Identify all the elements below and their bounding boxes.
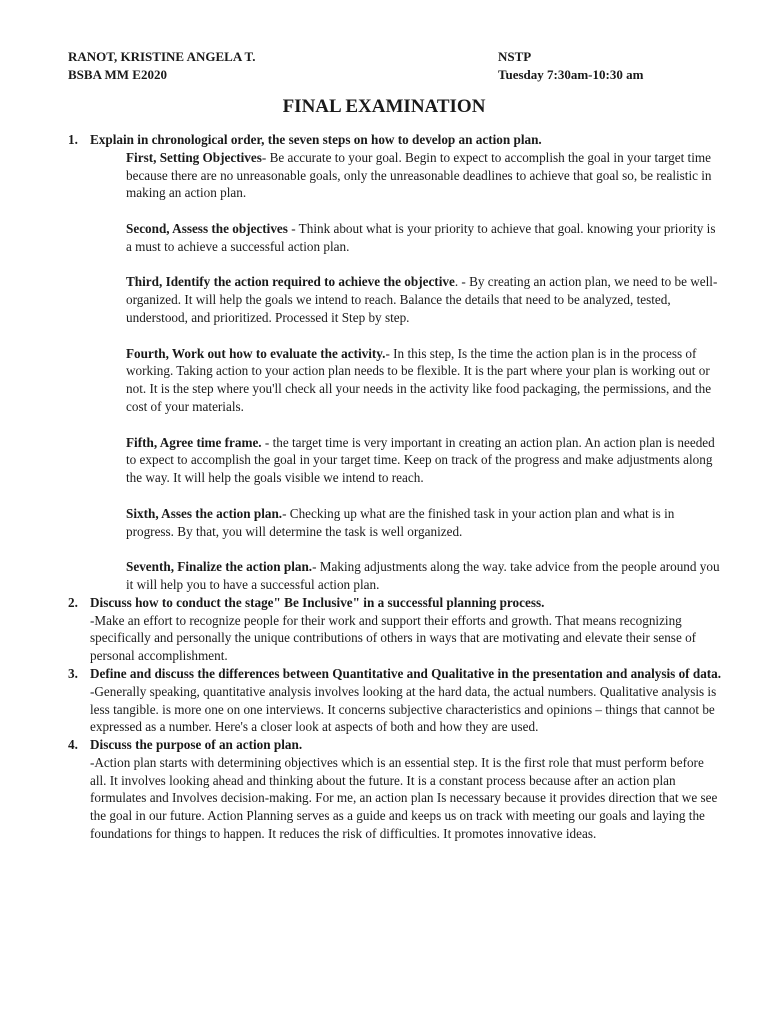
question-text: Explain in chronological order, the seven steps on how to develop an action plan. — [90, 132, 542, 147]
student-program: BSBA MM E2020 — [68, 67, 167, 82]
question-3 — [0, 665, 768, 736]
step-label: Second, Assess the objectives — [126, 220, 288, 236]
step-label: First, Setting Objectives — [126, 149, 262, 165]
step-item — [126, 505, 724, 541]
step-item — [126, 149, 724, 202]
class-info — [498, 48, 643, 84]
class-schedule: Tuesday 7:30am-10:30 am — [498, 67, 644, 82]
step-label: Sixth, Asses the action plan. — [126, 505, 283, 521]
step-item — [126, 434, 724, 487]
exam-content — [0, 131, 768, 843]
step-label: Third, Identify the action required to achieve the objective — [126, 274, 455, 290]
step-body: - Think about what is your priority to achieve that goal. knowing your priority is a must to achieve a successful action plan. — [126, 220, 716, 254]
step-item — [126, 558, 724, 594]
step-body: - Be accurate to your goal. Begin to expect to accomplish the goal in your target time because there are no unreasonable goals, only the unreasonable deadlines to achieve that goal so, be realistic in making an action plan. — [126, 149, 712, 201]
question-text: Discuss the purpose of an action plan. — [90, 737, 303, 753]
question-4 — [0, 736, 768, 843]
question-text: Define and discuss the differences between Quantitative and Qualitative in the presentation and analysis of data. — [90, 665, 722, 681]
answer-text: -Action plan starts with determining objectives which is an essential step. It is the first role that must perform before all. It involves looking ahead and thinking about the future. It is a constant process because after an action plan formulates and Involves decision-making. For me, an action plan Is necessary because it provides direction that we see the goal in our future. Action Planning serves as a guide and keeps us on track with meeting our goals and laying the foundations for things to happen. It reduces the risk of difficulties. It promotes innovative ideas. — [90, 754, 718, 842]
subject-name: NSTP — [498, 49, 532, 64]
question-number: 2. — [68, 594, 78, 610]
step-body: - Making adjustments along the way. take advice from the people around you it will help you to have a successful action plan. — [126, 559, 720, 592]
step-body: - the target time is very important in creating an action plan. An action plan is needed to expect to accomplish the goal in your target time. Keep on track of the progress and make adjustments along the way. It will help the goals visible we intend to reach. — [126, 434, 715, 486]
step-body: - Checking up what are the finished task in your action plan and what is in progress. By that, you will determine the task is well organized. — [126, 505, 675, 539]
step-body: - In this step, Is the time the action plan is in the process of working. Taking action to your action plan needs to be flexible. It is the part where your plan is working out or not. It is the step where you'll check all your needs in the activity like food packaging, the permissions, and the cost of your materials. — [126, 345, 712, 414]
step-item — [126, 273, 724, 326]
step-item — [126, 220, 724, 256]
page-title: FINAL EXAMINATION — [282, 96, 486, 117]
answer-text: -Make an effort to recognize people for their work and support their efforts and growth. That means recognizing specifically and personally the unique contributions of others in ways that are motivating and elevate their sense of personal accomplishment. — [90, 612, 697, 664]
student-name: RANOT, KRISTINE ANGELA T. — [68, 49, 256, 64]
step-label: Seventh, Finalize the action plan. — [126, 559, 313, 575]
question-number: 3. — [68, 665, 78, 681]
question-number: 1. — [68, 132, 78, 147]
question-2 — [0, 594, 768, 665]
step-body: . - By creating an action plan, we need to be well-organized. It will help the goals we intend to reach. Balance the details that need to be analyzed, tested, understood, and prioritized. Processed it Step by step. — [126, 274, 718, 325]
question-text: Discuss how to conduct the stage" Be Inclusive" in a successful planning process. — [90, 594, 545, 610]
answer-text: -Generally speaking, quantitative analysis involves looking at the hard data, the actual numbers. Qualitative analysis is less tangible. is more one on one interviews. It concerns subjective characteristics and opinions – things that cannot be expressed as a number. Here's a closer look at aspects of both and how they are used. — [90, 683, 717, 735]
step-label: Fourth, Work out how to evaluate the activity. — [126, 345, 386, 361]
step-item — [126, 345, 724, 416]
action-plan-steps — [0, 149, 768, 594]
student-info — [68, 48, 255, 84]
step-label: Fifth, Agree time frame. — [126, 434, 262, 450]
question-number: 4. — [68, 737, 78, 753]
question-1 — [0, 131, 768, 149]
